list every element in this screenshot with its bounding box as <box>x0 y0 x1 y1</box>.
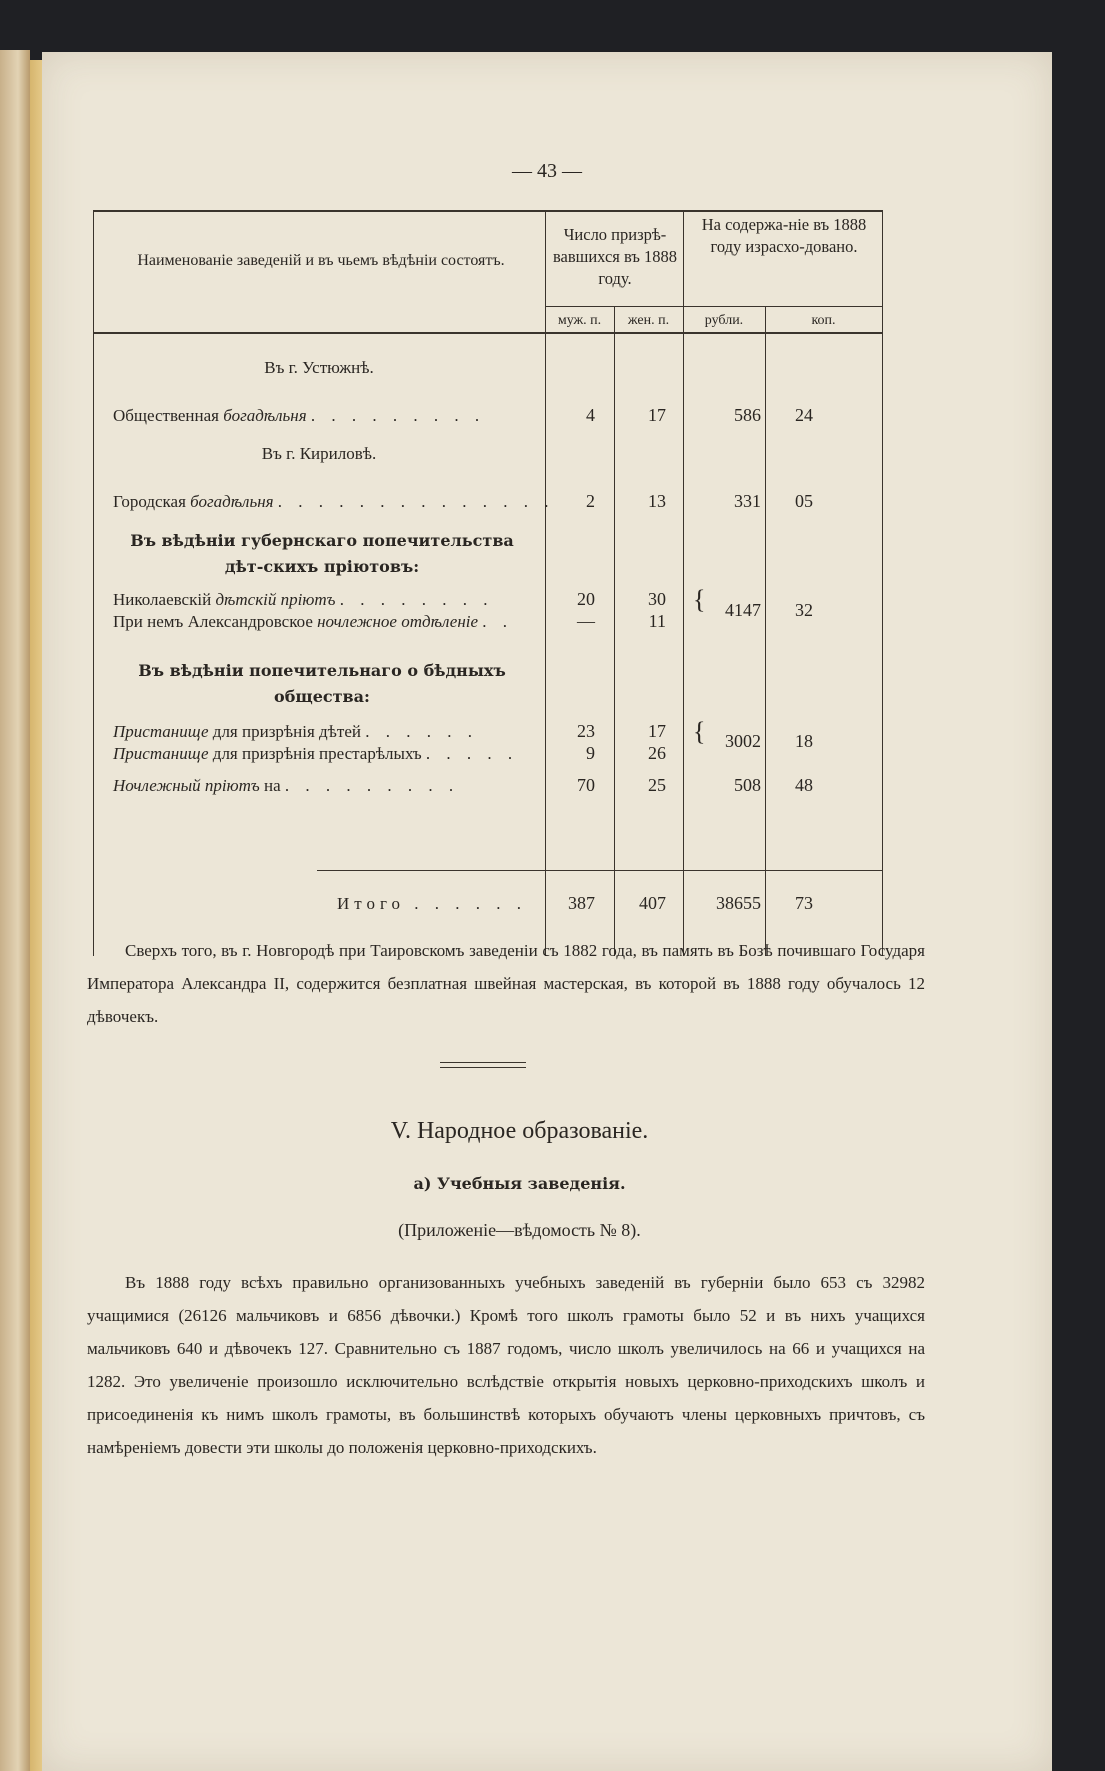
brace-shelters: { <box>693 717 706 746</box>
header-rubles: рубли. <box>704 313 744 328</box>
row-orphanage-kopecks: 32 <box>795 600 813 620</box>
row-children-shelter-female: 17 <box>648 721 666 741</box>
row-elderly-shelter-label: Пристанище для призрѣнія престарѣлыхъ . . . . . <box>113 744 519 763</box>
left-page-edge <box>0 50 30 1771</box>
document-page <box>42 52 1052 1771</box>
header-kopecks: коп. <box>811 313 836 328</box>
row-orphanage-rubles: 4147 <box>725 600 761 620</box>
row-nikolaev-orphanage-label: Николаевскій дѣтскій пріютъ . . . . . . . . <box>113 590 494 609</box>
row-nikolaev-orphanage-male: 20 <box>577 589 595 609</box>
table-top-rule <box>93 210 883 212</box>
row-total-female: 407 <box>639 893 666 913</box>
kop-col-rule <box>765 306 766 956</box>
brace-orphanage: { <box>693 585 706 614</box>
row-night-shelter-rubles: 508 <box>734 775 761 795</box>
section-kirilov: Въ г. Кириловѣ. <box>261 444 377 463</box>
row-shelters-kopecks: 18 <box>795 731 813 751</box>
row-night-shelter-label: Ночлежный пріютъ на . . . . . . . . . <box>113 776 460 795</box>
row-shelters-rubles: 3002 <box>725 731 761 751</box>
row-night-shelter-kopecks: 48 <box>795 775 813 795</box>
row-city-almshouse-female: 13 <box>648 491 666 511</box>
header-cost: На содержа-ніе въ 1888 году израсхо-довано. <box>701 215 867 256</box>
row-total-kopecks: 73 <box>795 893 813 913</box>
table-left-rule <box>93 210 94 956</box>
section-provincial-guardianship: Въ вѣдѣніи губернскаго попечительства дѣт-скихъ пріютовъ: <box>130 531 514 576</box>
row-public-almshouse-female: 17 <box>648 405 666 425</box>
row-public-almshouse-male: 4 <box>586 405 595 425</box>
row-night-shelter-female: 25 <box>648 775 666 795</box>
section-ustyuzhna: Въ г. Устюжнѣ. <box>264 358 374 377</box>
paragraph-education: Въ 1888 году всѣхъ правильно организованныхъ учебныхъ заведеній въ губерніи было 653 съ 32982 учащимися (26126 мальчиковъ и 6856 дѣвочки.) Кромѣ того школъ грамоты было 52 и въ нихъ учащихся мальчиковъ 640 и дѣвочекъ 127. Сравнительно съ 1887 годомъ, число школъ увеличилось на 66 и учащихся на 1282. Это увеличеніе произошло исключительно вслѣдствіе открытія новыхъ церковно-приходскихъ школъ и присоединенія къ нимъ школъ грамоты, въ большинствѣ которыхъ обучаютъ члены церковныхъ причтовъ, съ намѣреніемъ довести эти школы до положенія церковно-приходскихъ. <box>87 1273 925 1457</box>
section-poor-relief-society: Въ вѣдѣніи попечительнаго о бѣдныхъ общества: <box>138 661 506 706</box>
row-elderly-shelter-female: 26 <box>648 743 666 763</box>
row-aleksandrov-shelter-female: 11 <box>648 611 666 631</box>
subsection-title: а) Учебныя заведенія. <box>413 1174 626 1193</box>
row-children-shelter-label: Пристанище для призрѣнія дѣтей . . . . . . <box>113 722 478 741</box>
row-nikolaev-orphanage-female: 30 <box>648 589 666 609</box>
row-public-almshouse-label: Общественная богадѣльня . . . . . . . . . <box>113 406 486 425</box>
header-count: Число призрѣ-вавшихся въ 1888 году. <box>552 225 678 288</box>
header-male: муж. п. <box>557 313 602 328</box>
row-elderly-shelter-male: 9 <box>586 743 595 763</box>
row-city-almshouse-label: Городская богадѣльня . . . . . . . . . . . . . . <box>113 492 555 511</box>
section-separator <box>440 1062 526 1068</box>
header-female: жен. п. <box>627 313 670 328</box>
row-aleksandrov-shelter-male: — <box>577 611 595 631</box>
row-total-label: Итого . . . . . . <box>337 894 528 913</box>
subheader-rule <box>545 306 883 307</box>
table-right-rule <box>882 210 883 956</box>
total-rule <box>317 870 883 871</box>
appendix-note: (Приложеніе—вѣдомость № 8). <box>398 1220 641 1240</box>
row-night-shelter-male: 70 <box>577 775 595 795</box>
row-public-almshouse-kopecks: 24 <box>795 405 813 425</box>
row-children-shelter-male: 23 <box>577 721 595 741</box>
row-public-almshouse-rubles: 586 <box>734 405 761 425</box>
row-city-almshouse-male: 2 <box>586 491 595 511</box>
row-total-male: 387 <box>568 893 595 913</box>
header-institution-name: Наименованіе заведеній и въ чьемъ вѣдѣніи состоятъ. <box>137 252 505 269</box>
page-number: — 43 — <box>512 160 582 182</box>
row-total-rubles: 38655 <box>716 893 761 913</box>
row-city-almshouse-kopecks: 05 <box>795 491 813 511</box>
statistics-table <box>93 210 883 956</box>
row-aleksandrov-shelter-label: При немъ Александровское ночлежное отдѣленіе . . <box>113 612 514 631</box>
row-city-almshouse-rubles: 331 <box>734 491 761 511</box>
section-title: V. Народное образованіе. <box>390 1118 649 1144</box>
paragraph-sewing-workshop: Сверхъ того, въ г. Новгородѣ при Таировскомъ заведеніи съ 1882 года, въ память въ Бозѣ почившаго Государя Императора Александра II, содержится безплатная швейная мастерская, въ которой въ 1888 году обучалось 12 дѣвочекъ. <box>87 941 925 1026</box>
